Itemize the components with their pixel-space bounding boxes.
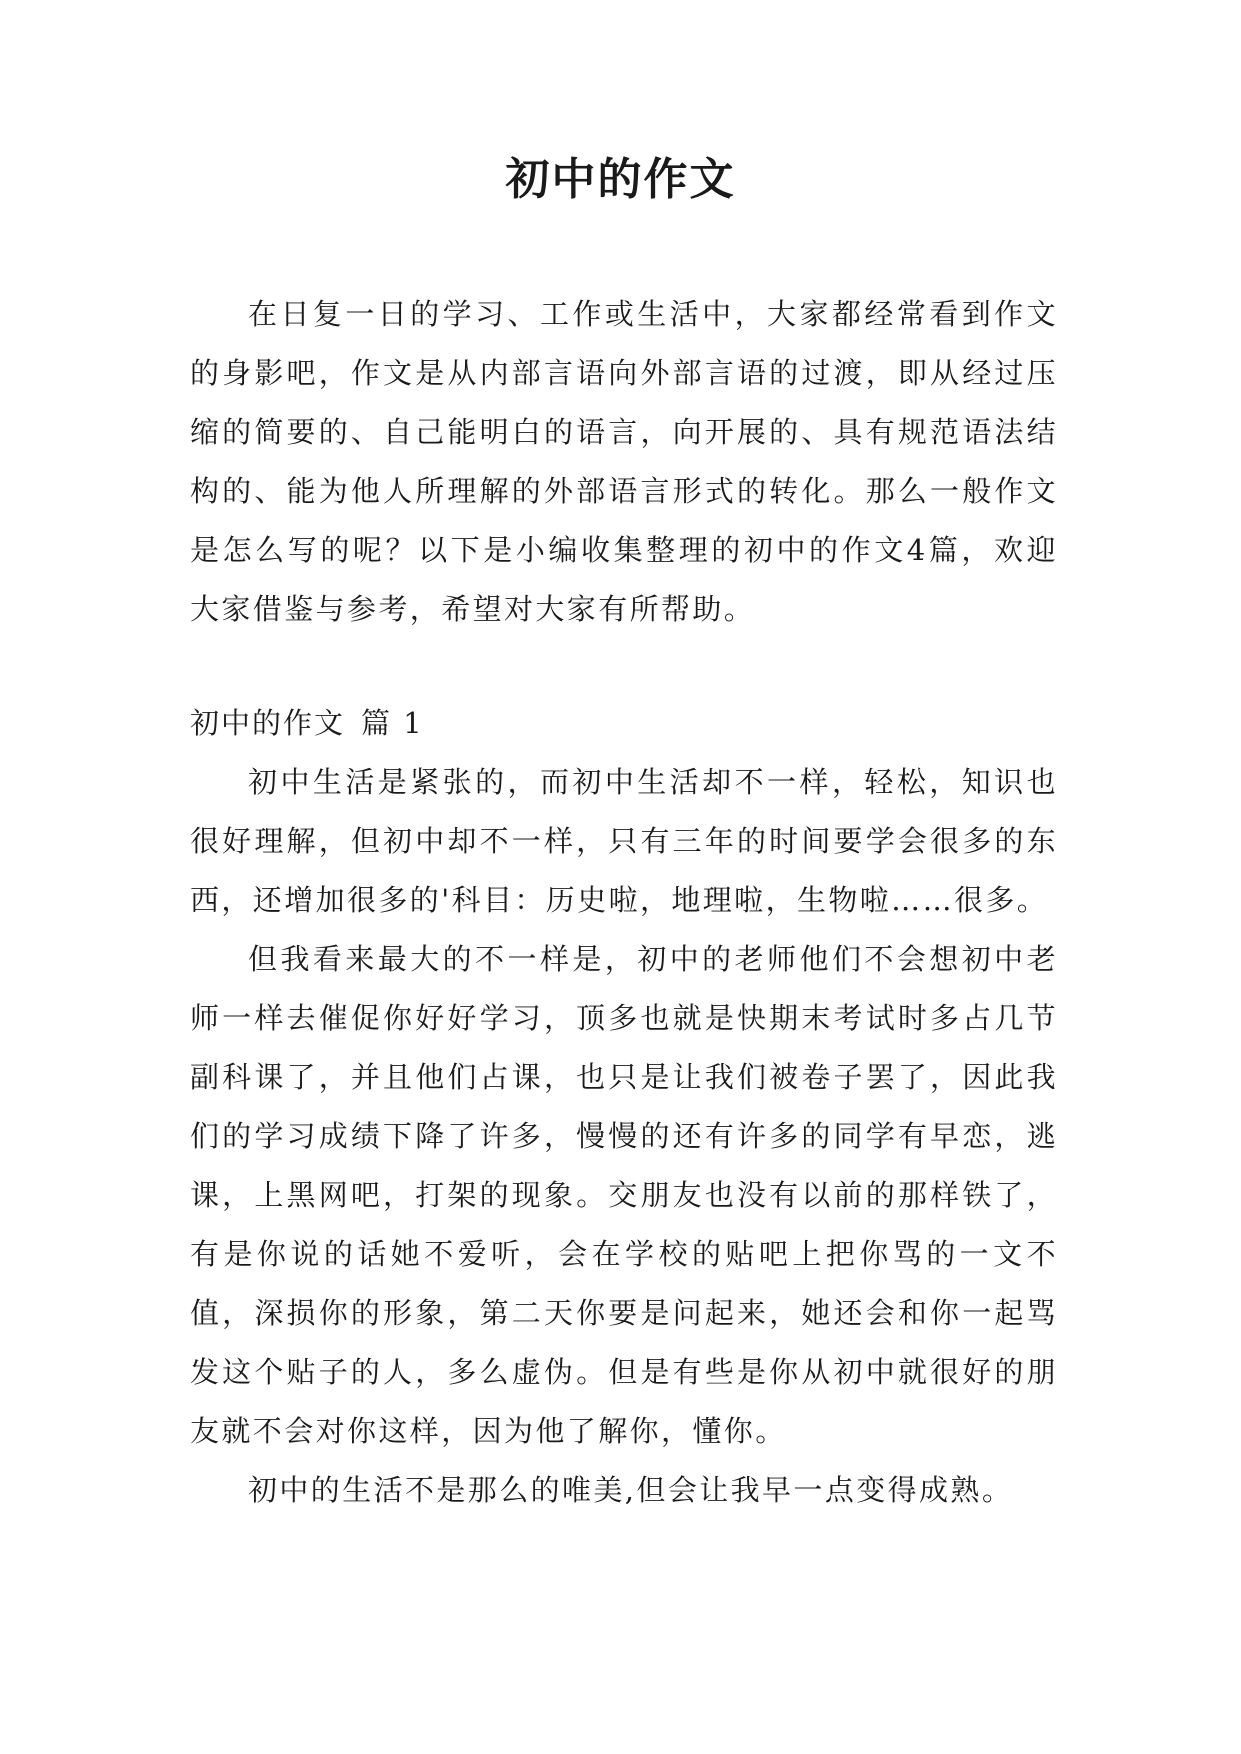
section-title: 初中的作文	[190, 706, 346, 740]
intro-paragraph: 在日复一日的学习、工作或生活中，大家都经常看到作文的身影吧，作文是从内部言语向外部言语的过渡，即从经过压缩的简要的、自己能明白的语言，向开展的、具有规范语法结构的、能为他人所理解的外部语言形式的转化。那么一般作文是怎么写的呢？以下是小编收集整理的初中的作文4篇，欢迎大家借鉴与参考，希望对大家有所帮助。	[190, 297, 1058, 626]
body-paragraph-1: 初中生活是紧张的，而初中生活却不一样，轻松，知识也很好理解，但初中却不一样，只有三年的时间要学会很多的东西，还增加很多的'科目：历史啦，地理啦，生物啦……很多。	[190, 765, 1058, 917]
section-label: 篇 1	[361, 706, 424, 740]
body-paragraph-2: 但我看来最大的不一样是，初中的老师他们不会想初中老师一样去催促你好好学习，顶多也就是快期末考试时多占几节副科课了，并且他们占课，也只是让我们被卷子罢了，因此我们的学习成绩下降了许多，慢慢的还有许多的同学有早恋，逃课，上黑网吧，打架的现象。交朋友也没有以前的那样铁了，有是你说的话她不爱听，会在学校的贴吧上把你骂的一文不值，深损你的形象，第二天你要是问起来，她还会和你一起骂发这个贴子的人，多么虚伪。但是有些是你从初中就很好的朋友就不会对你这样，因为他了解你，懂你。	[190, 942, 1058, 1448]
document-body	[190, 285, 1058, 1520]
section-heading	[190, 694, 1058, 753]
document-title: 初中的作文	[505, 154, 736, 205]
body-paragraph-3: 初中的生活不是那么的唯美,但会让我早一点变得成熟。	[248, 1473, 1014, 1507]
